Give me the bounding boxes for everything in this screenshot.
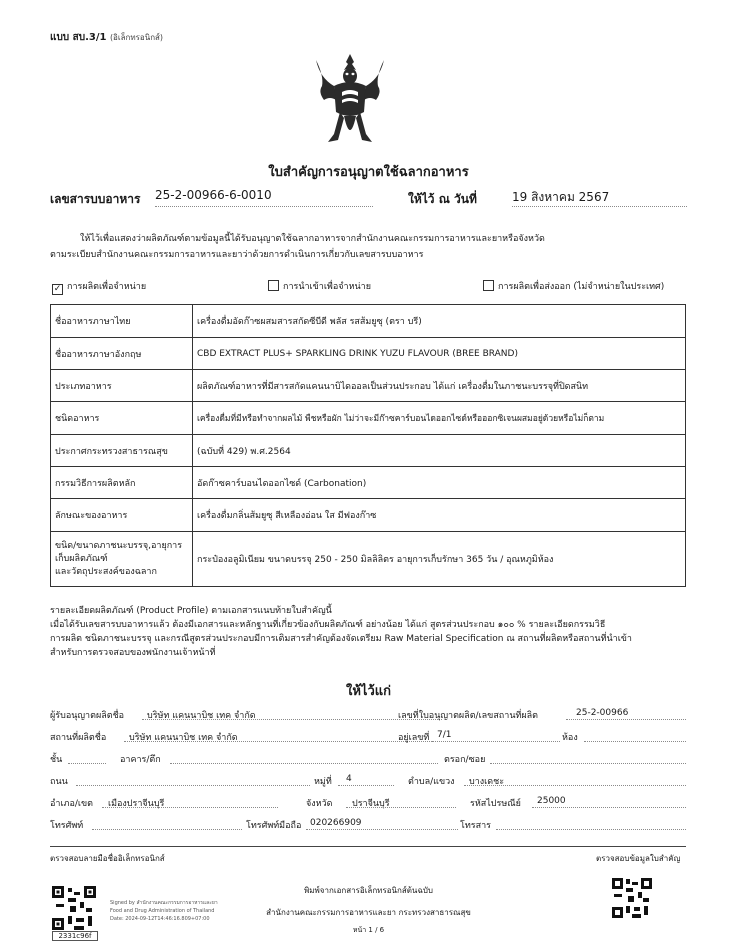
product-info-table [50,304,686,587]
verify-qr-code-icon[interactable] [612,878,652,918]
moo-value: 4 [346,774,352,784]
profile-line-3: การผลิต ชนิดภาชนะบรรจุ และกรณีสูตรส่วนประกอบมีการเติมสารสำคัญต้องจัดเตรียม Raw Material Specification ณ สถานที่ผลิตหรือสถานที่นำเข้า [50,634,632,644]
permit-number: 25-2-00966 [576,708,629,718]
fax-label: โทรสาร [460,821,491,831]
table-row [51,499,686,532]
row-value: ผลิตภัณฑ์อาหารที่มีสารสกัดแคนนาบิไดออลเป็นส่วนประกอบ ได้แก่ เครื่องดื่มในภาชนะบรรจุที่ปิดสนิท [193,370,686,402]
row-key: ชนิดอาหาร [51,402,193,435]
qr-code-text: 2331c96f [52,931,98,941]
phone-row [50,818,686,832]
province-label: จังหวัด [306,799,333,809]
page-number: หน้า 1 / 6 [352,926,385,934]
profile-line-4: สำหรับการตรวจสอบของพนักงานเจ้าหน้าที่ [50,648,216,658]
table-row [51,338,686,370]
checkbox-import: การนำเข้าเพื่อจำหน่าย [268,279,371,293]
moo-label: หมู่ที่ [314,777,332,787]
tambon-label: ตำบล/แขวง [408,777,455,787]
table-row [51,467,686,499]
issue-date: 19 สิงหาคม 2567 [512,188,687,207]
floor-row [50,752,686,766]
zip-label: รหัสไปรษณีย์ [470,799,521,809]
form-code-note: (อิเล็กทรอนิกส์) [109,33,164,42]
floor-label: ชั้น [50,755,63,765]
intro-line-2: ตามระเบียบสำนักงานคณะกรรมการอาหารและยาว่าด้วยการดำเนินการเกี่ยวกับเลขสารบบอาหาร [50,250,424,260]
room-label: ห้อง [562,733,578,743]
print-line-1: พิมพ์จากเอกสารอิเล็กทรอนิกส์ต้นฉบับ [303,886,434,895]
road-label: ถนน [50,777,68,787]
row-key: ชื่ออาหารภาษาไทย [51,305,193,338]
permit-label: เลขที่ใบอนุญาตผลิต/เลขสถานที่ผลิต [398,711,539,721]
road-row [50,774,686,788]
food-reg-number: 25-2-00966-6-0010 [155,188,373,207]
issue-date-label: ให้ไว้ ณ วันที่ [408,192,477,206]
row-value: CBD EXTRACT PLUS+ SPARKLING DRINK YUZU FLAVOUR (BREE BRAND) [193,338,686,370]
address-no-label: อยู่เลขที่ [398,733,430,743]
verify-data-label: ตรวจสอบข้อมูลใบสำคัญ [596,854,681,863]
address-no: 7/1 [437,730,452,740]
table-row [51,370,686,402]
food-reg-label: เลขสารบบอาหาร [50,192,141,206]
province-value: ปราจีนบุรี [352,799,390,809]
empty-checkbox-icon [483,280,494,291]
phone-label: โทรศัพท์ [50,821,84,831]
mobile-value: 020266909 [310,818,362,828]
checkbox-export: การผลิตเพื่อส่งออก (ไม่จำหน่ายในประเทศ) [483,279,664,293]
row-value: เครื่องดื่มอัดก๊าซผสมสารสกัดซีบีดี พลัส รสส้มยูซุ (ตรา บรี) [193,305,686,338]
check-icon: ✓ [53,284,62,294]
print-line-2: สำนักงานคณะกรรมการอาหารและยา กระทรวงสาธารณสุข [266,908,471,917]
profile-line-2: เมื่อได้รับเลขสารบบอาหารแล้ว ต้องมีเอกสารและหลักฐานที่เกี่ยวข้องกับผลิตภัณฑ์ อย่างน้อย ได้แก่ สูตรส่วนประกอบ ๑๐๐ % รายละเอียดกรรมวิธี [50,620,606,630]
row-key: ประเภทอาหาร [51,370,193,402]
district-label: อำเภอ/เขต [50,799,93,809]
zip-value: 25000 [537,796,566,806]
licensee-row [50,708,686,722]
profile-line-1: รายละเอียดผลิตภัณฑ์ (Product Profile) ตามเอกสารแนบท้ายใบสำคัญนี้ [50,606,332,616]
row-value: อัดก๊าซคาร์บอนไดออกไซด์ (Carbonation) [193,467,686,499]
place-label: สถานที่ผลิตชื่อ [50,733,107,743]
building-label: อาคาร/ตึก [120,755,161,765]
district-value: เมืองปราจีนบุรี [108,799,165,809]
row-value: เครื่องดื่มที่มีหรือทำจากผลไม้ พืชหรือผัก ไม่ว่าจะมีก๊าซคาร์บอนไดออกไซด์หรือออกซิเจนผสมอยู่ด้วยหรือไม่ก็ตาม [193,402,686,435]
checkbox-manufacture: ✓ การผลิตเพื่อจำหน่าย [53,282,147,294]
table-row [51,435,686,467]
tambon-value: บางเดชะ [469,777,505,787]
intro-line-1: ให้ไว้เพื่อแสดงว่าผลิตภัณฑ์ตามข้อมูลนี้ได้รับอนุญาตใช้ฉลากอาหารจากสำนักงานคณะกรรมการอาหารและยาหรือจังหวัด [80,234,545,244]
page-title: ใบสำคัญการอนุญาตใช้ฉลากอาหาร [268,165,469,180]
row-value: กระป๋องอลูมิเนียม ขนาดบรรจุ 250 - 250 มิลลิลิตร อายุการเก็บรักษา 365 วัน / อุณหภูมิห้อง [193,532,686,587]
empty-checkbox-icon [268,280,279,291]
licensee-label: ผู้รับอนุญาตผลิตชื่อ [50,711,125,721]
row-value: (ฉบับที่ 429) พ.ศ.2564 [193,435,686,467]
licensee-name: บริษัท แคนนาบิช เทค จำกัด [147,711,256,721]
alley-label: ตรอก/ซอย [444,755,486,765]
row-key: ประกาศกระทรวงสาธารณสุข [51,435,193,467]
verify-signature-label: ตรวจสอบลายมือชื่ออิเล็กทรอนิกส์ [50,854,165,863]
garuda-emblem [314,52,386,148]
footer-divider [50,846,686,847]
district-row [50,796,686,810]
given-to-heading: ให้ไว้แก่ [345,684,391,699]
table-row [51,402,686,435]
row-key: กรรมวิธีการผลิตหลัก [51,467,193,499]
signature-info: Signed by สำนักงานคณะกรรมการอาหารและยา Food and Drug Administration of Thailand Date: 2024-09-12T14:46:16.809+07:00 [110,900,218,922]
row-key: ลักษณะของอาหาร [51,499,193,532]
table-row [51,532,686,587]
table-row [51,305,686,338]
row-key: ขนิด/ขนาดภาชนะบรรจุ,อายุการ เก็บผลิตภัณฑ์ และวัตถุประสงค์ของฉลาก [51,532,193,587]
row-key: ชื่ออาหารภาษาอังกฤษ [51,338,193,370]
place-row [50,730,686,744]
row-value: เครื่องดื่มกลิ่นส้มยูซุ สีเหลืองอ่อน ใส มีฟองก๊าซ [193,499,686,532]
place-name: บริษัท แคนนาบิช เทค จำกัด [129,733,238,743]
mobile-label: โทรศัพท์มือถือ [246,821,302,831]
form-code: แบบ สบ.3/1 (อิเล็กทรอนิกส์) [50,32,164,43]
